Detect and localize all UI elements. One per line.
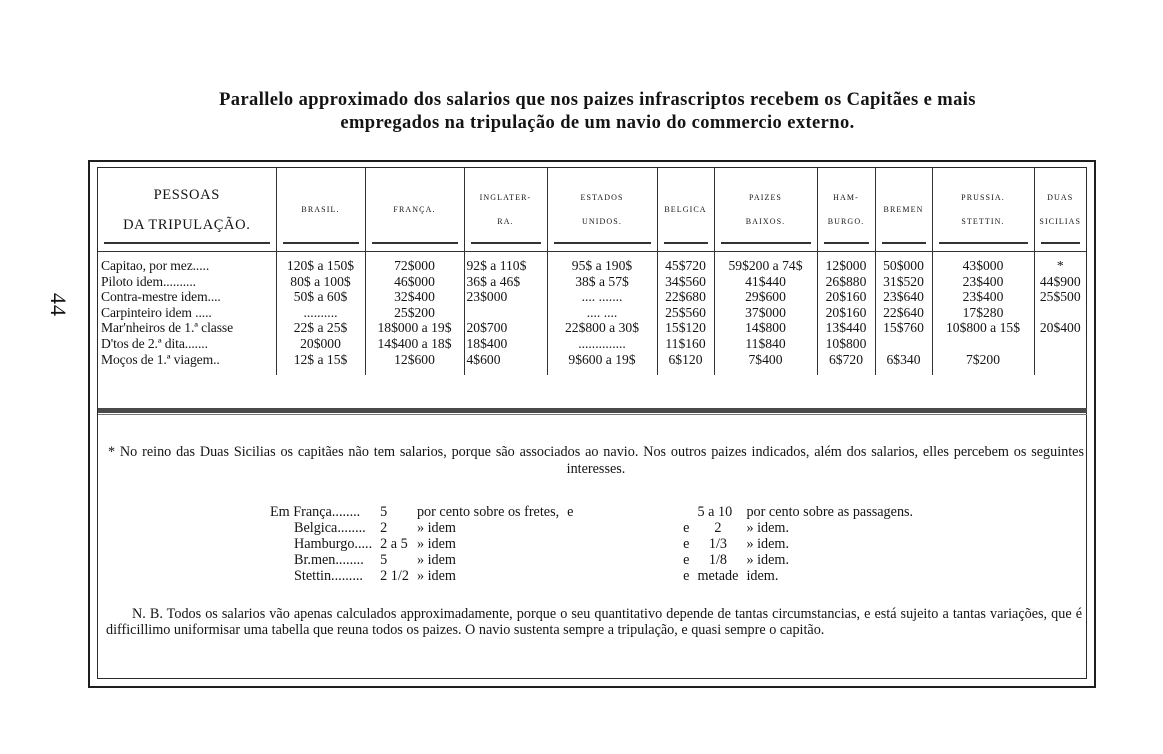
header-franca: FRANÇA. <box>365 168 464 252</box>
header-bremen: BREMEN <box>875 168 932 252</box>
column-belgica: 45$720 34$560 22$680 25$560 15$120 11$160 6$120 <box>657 252 714 376</box>
column-roles: Capitao, por mez..... Piloto idem.......... Contra-mestre idem.... Carpinteiro idem ..... Mar'nheiros de 1.ª classe D'tos de 2.ª dita....... Moços de 1.ª viagem.. <box>98 252 276 376</box>
nota-bene: N. B. Todos os salarios vão apenas calculados approximadamente, porque o seu quantitativo depende de tantas circumstancias, e está sujeito a tantas variações, que é difficillimo uniformisar uma tabella que reuna todos os paizes. O navio sustenta sempre a tripulação, e quasi sempre o capitão. <box>106 606 1082 638</box>
title-line-1: Parallelo approximado dos salarios que nos paizes infrascriptos recebem os Capitães e mais <box>219 90 976 110</box>
header-row <box>98 168 1086 252</box>
column-brasil: 120$ a 150$ 80$ a 100$ 50$ a 60$ .......... 22$ a 25$ 20$000 12$ a 15$ <box>276 252 365 376</box>
interest-row: Br.men........ 5 » idem e 1/8 » idem. <box>294 552 790 568</box>
header-prussia: PRUSSIA. STETTIN. <box>932 168 1034 252</box>
table-body-row <box>98 252 1086 376</box>
header-pessoas: PESSOAS DA TRIPULAÇÃO. <box>98 168 276 252</box>
interests-table <box>266 504 917 584</box>
table-bottom-rule-thin <box>98 414 1087 415</box>
column-paizes-baixos: 59$200 a 74$ 41$440 29$600 37$000 14$800 11$840 7$400 <box>714 252 817 376</box>
table-bottom-rule <box>98 408 1087 413</box>
header-brasil: BRASIL. <box>276 168 365 252</box>
page-title <box>95 89 1100 135</box>
header-belgica: BELGICA <box>657 168 714 252</box>
header-paizes-baixos: PAIZES BAIXOS. <box>714 168 817 252</box>
header-estados-unidos: ESTADOS UNIDOS. <box>547 168 657 252</box>
header-duas-sicilias: DUAS SICILIAS <box>1034 168 1086 252</box>
column-bremen: 50$000 31$520 23$640 22$640 15$760 6$340 <box>875 252 932 376</box>
column-estados-unidos: 95$ a 190$ 38$ a 57$ .... ....... .... .... 22$800 a 30$ .............. 9$600 a 19$ <box>547 252 657 376</box>
column-franca: 72$000 46$000 32$400 25$200 18$000 a 19$ 14$400 a 18$ 12$600 <box>365 252 464 376</box>
column-duas-sicilias: * 44$900 25$500 20$400 <box>1034 252 1086 376</box>
column-inglaterra: 92$ a 110$ 36$ a 46$ 23$000 20$700 18$400 4$600 <box>464 252 547 376</box>
salary-table <box>98 168 1086 375</box>
interest-row: Belgica........ 2 » idem e 2 » idem. <box>294 520 790 536</box>
footnote-duas-sicilias: * No reino das Duas Sicilias os capitães não tem salarios, porque são associados ao navio. Nos outros paizes indicados, além dos salarios, elles percebem os seguintes interesses. <box>108 444 1084 477</box>
header-inglaterra: INGLATER- RA. <box>464 168 547 252</box>
interest-row: Stettin......... 2 1/2 » idem e metade idem. <box>294 568 779 584</box>
column-prussia: 43$000 23$400 23$400 17$280 10$800 a 15$ 7$200 <box>932 252 1034 376</box>
interest-row: Hamburgo..... 2 a 5 » idem e 1/3 » idem. <box>294 536 790 552</box>
title-line-2: empregados na tripulação de um navio do commercio externo. <box>340 113 855 133</box>
page-number: 44 <box>46 293 71 317</box>
header-hamburgo: HAM- BURGO. <box>817 168 875 252</box>
interest-row: Em França........ 5 por cento sobre os fretes, e 5 a 10 por cento sobre as passagens. <box>270 504 914 520</box>
column-hamburgo: 12$000 26$880 20$160 20$160 13$440 10$800 6$720 <box>817 252 875 376</box>
